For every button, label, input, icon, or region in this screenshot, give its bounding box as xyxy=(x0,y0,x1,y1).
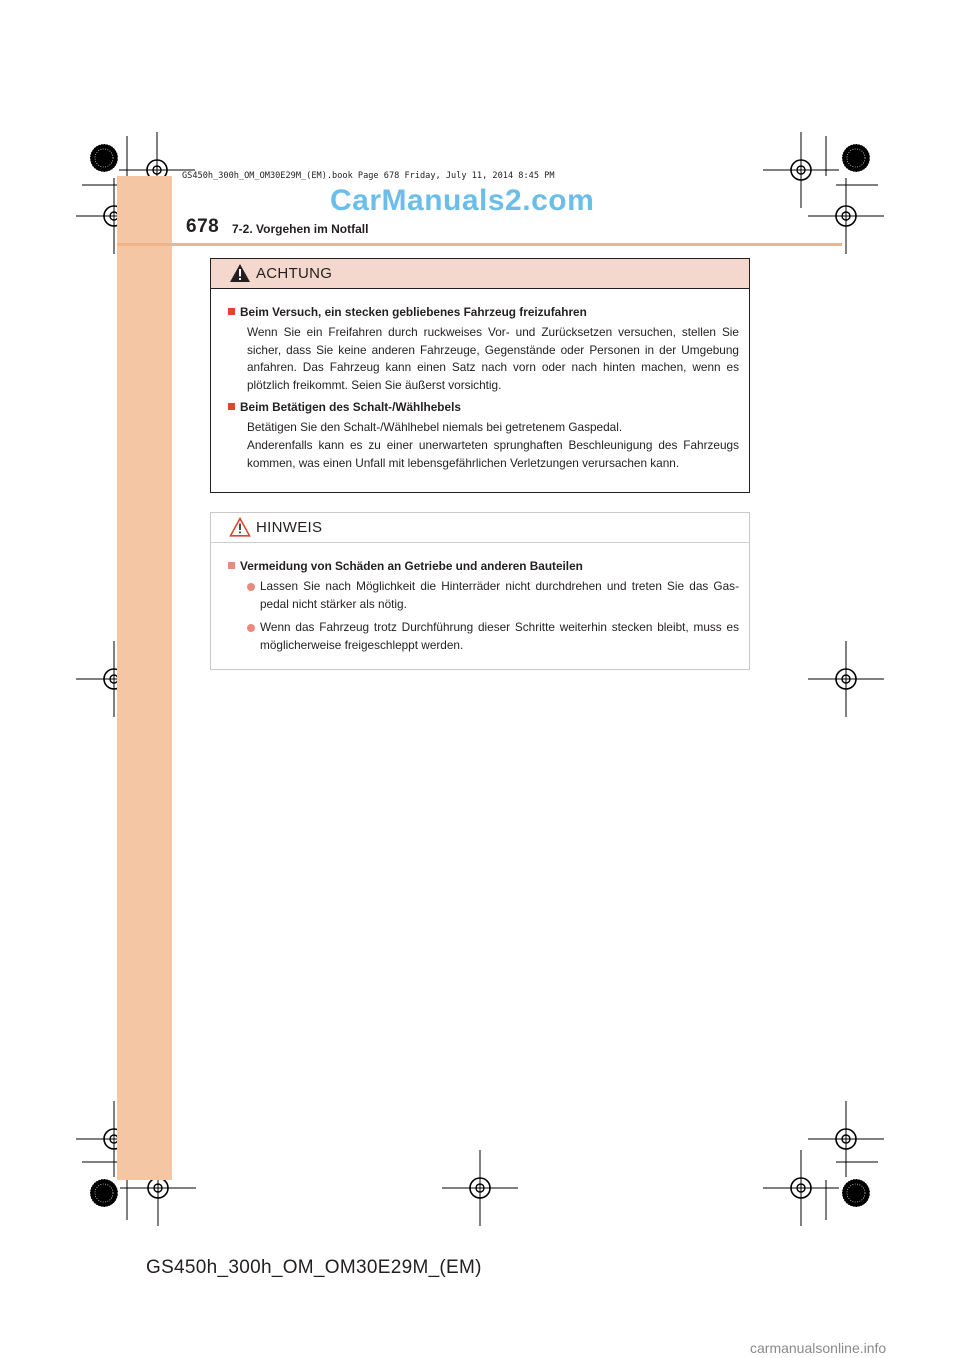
square-bullet-icon xyxy=(228,562,235,569)
footer-watermark: carmanualsonline.info xyxy=(750,1340,887,1356)
round-bullet-icon xyxy=(247,583,255,591)
notice-body xyxy=(211,543,749,654)
warning-item-text: Betätigen Sie den Schalt-/Wählhebel niemals bei getretenem Gaspedal. xyxy=(247,420,623,435)
round-bullet-icon xyxy=(247,624,255,632)
list-item-text: Wenn das Fahrzeug trotz Durchführung dieser Schritte weiterhin stecken bleibt, muss es möglicherweise freigeschleppt werden. xyxy=(260,620,739,652)
warning-item-heading xyxy=(228,303,739,321)
warning-title: ACHTUNG xyxy=(256,265,333,282)
square-bullet-icon xyxy=(228,308,235,315)
notice-box xyxy=(210,512,750,670)
warning-box xyxy=(210,258,750,493)
list-item-text: Lassen Sie nach Möglichkeit die Hinterräder nicht durchdrehen und treten Sie das Gas-pedal nicht stärker als nötig. xyxy=(260,579,739,611)
header-rule xyxy=(117,243,842,246)
notice-title: HINWEIS xyxy=(256,519,323,536)
square-bullet-icon xyxy=(228,403,235,410)
chapter-side-strip xyxy=(117,176,172,1180)
warning-triangle-icon xyxy=(229,263,251,283)
warning-item-text: Anderenfalls kann es zu einer unerwarteten sprunghaften Beschleunigung des Fahrzeugs kommen, was einen Unfall mit lebensgefährlichen Verletzungen verursachen kann. xyxy=(247,437,739,470)
warning-item-text: Wenn Sie ein Freifahren durch ruckweises Vor- und Zurücksetzen versuchen, stellen Sie sicher, dass Sie keine anderen Fahrzeuge, Gegenstände oder Personen in der Umgebung anfahren. Das Fahrzeug kann einen Satz nach vorn oder nach hinten machen, wenn es plötzlich freikommt. Seien Sie äußerst vorsichtig. xyxy=(247,325,739,392)
warning-item-heading-text: Beim Versuch, ein stecken gebliebenes Fahrzeug freizufahren xyxy=(240,305,587,319)
section-title: 7-2. Vorgehen im Notfall xyxy=(232,222,369,236)
list-item xyxy=(247,578,739,613)
document-code: GS450h_300h_OM_OM30E29M_(EM) xyxy=(146,1257,482,1278)
page-number: 678 xyxy=(186,216,220,237)
notice-item-heading-text: Vermeidung von Schäden an Getriebe und anderen Bauteilen xyxy=(240,559,583,573)
warning-body xyxy=(211,289,749,472)
warning-item-heading-text: Beim Betätigen des Schalt-/Wählhebels xyxy=(240,400,461,415)
warning-header xyxy=(211,259,749,289)
notice-item-heading xyxy=(228,557,739,575)
watermark-logo: CarManuals2.com xyxy=(330,184,595,217)
notice-header xyxy=(211,513,749,543)
warning-item-heading xyxy=(228,398,739,416)
list-item xyxy=(247,619,739,654)
book-file-line: GS450h_300h_OM_OM30E29M_(EM).book Page 678 Friday, July 11, 2014 8:45 PM xyxy=(182,171,555,181)
caution-triangle-icon xyxy=(229,517,251,537)
